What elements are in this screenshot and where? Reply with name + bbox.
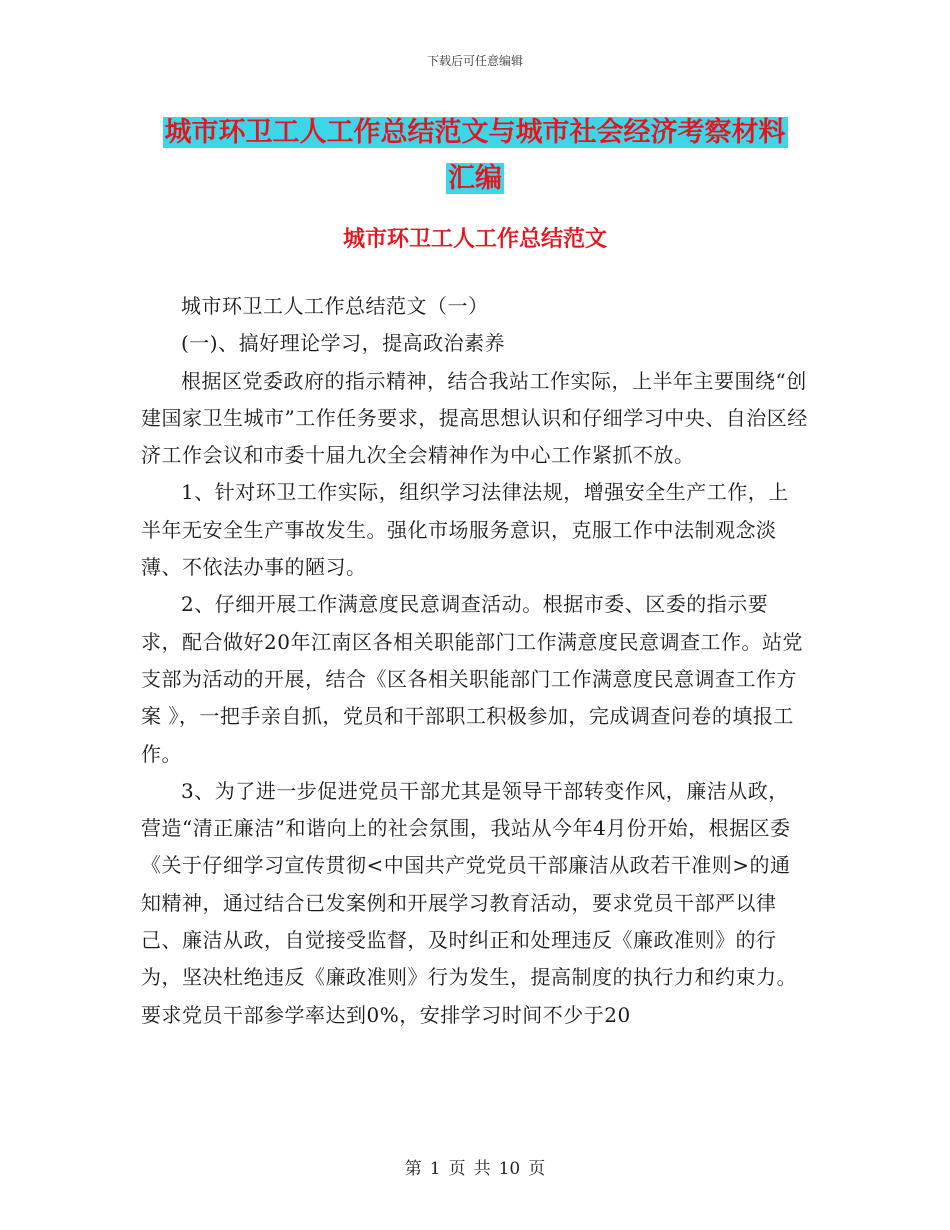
page-number: 1 [429,1159,441,1179]
total-pages: 10 [498,1159,521,1179]
paragraph: 根据区党委政府的指示精神，结合我站工作实际，上半年主要围绕“创建国家卫生城市”工作任务要求，提高思想认识和仔细学习中央、自治区经济工作会议和市委十届九次全会精神作为中心工作紧抓不放。 [141,368,808,468]
paragraph: (一)、搞好理论学习，提高政治素养 [181,331,506,356]
header-note: 下载后可任意编辑 [426,54,523,68]
page-label-suffix: 页 [528,1159,546,1179]
paragraph: 城市环卫工人工作总结范文（一） [181,294,489,318]
paragraph: 1、针对环卫工作实际，组织学习法律法规，增强安全生产工作，上半年无安全生产事故发生。强化市场服务意识，克服工作中法制观念淡薄、不依法办事的陋习。 [141,480,789,580]
title-line-2: 汇编 [448,163,502,194]
total-label: 共 [473,1159,491,1179]
section-title: 城市环卫工人工作总结范文 [342,227,607,252]
paragraph: 3、为了进一步促进党员干部尤其是领导干部转变作风，廉洁从政，营造“清正廉洁”和谐向上的社会氛围，我站从今年4月份开始，根据区委《关于仔细学习宣传贯彻<中国共产党党员干部廉洁从政若干准则>的通知精神，通过结合已发案例和开展学习教育活动，要求党员干部严以律己、廉洁从政，自觉接受监督，及时纠正和处理违反《廉政准则》的行为，坚决杜绝违反《廉政准则》行为发生，提高制度的执行力和约束力。要求党员干部参学率达到0%，安排学习时间不少于20 [141,778,797,1027]
page-label-mid: 页 [448,1159,466,1179]
paragraph: 2、仔细开展工作满意度民意调查活动。根据市委、区委的指示要求，配合做好20年江南区各相关职能部门工作满意度民意调查工作。站党支部为活动的开展，结合《区各相关职能部门工作满意度民意调查工作方案 》，一把手亲自抓，党员和干部职工积极参加，完成调查问卷的填报工作。 [141,592,803,766]
document-title [0,110,950,202]
page-label-prefix: 第 [404,1159,422,1179]
document-body [141,288,808,1034]
page-footer [0,1154,950,1179]
title-line-1: 城市环卫工人工作总结范文与城市社会经济考察材料 [164,117,786,148]
